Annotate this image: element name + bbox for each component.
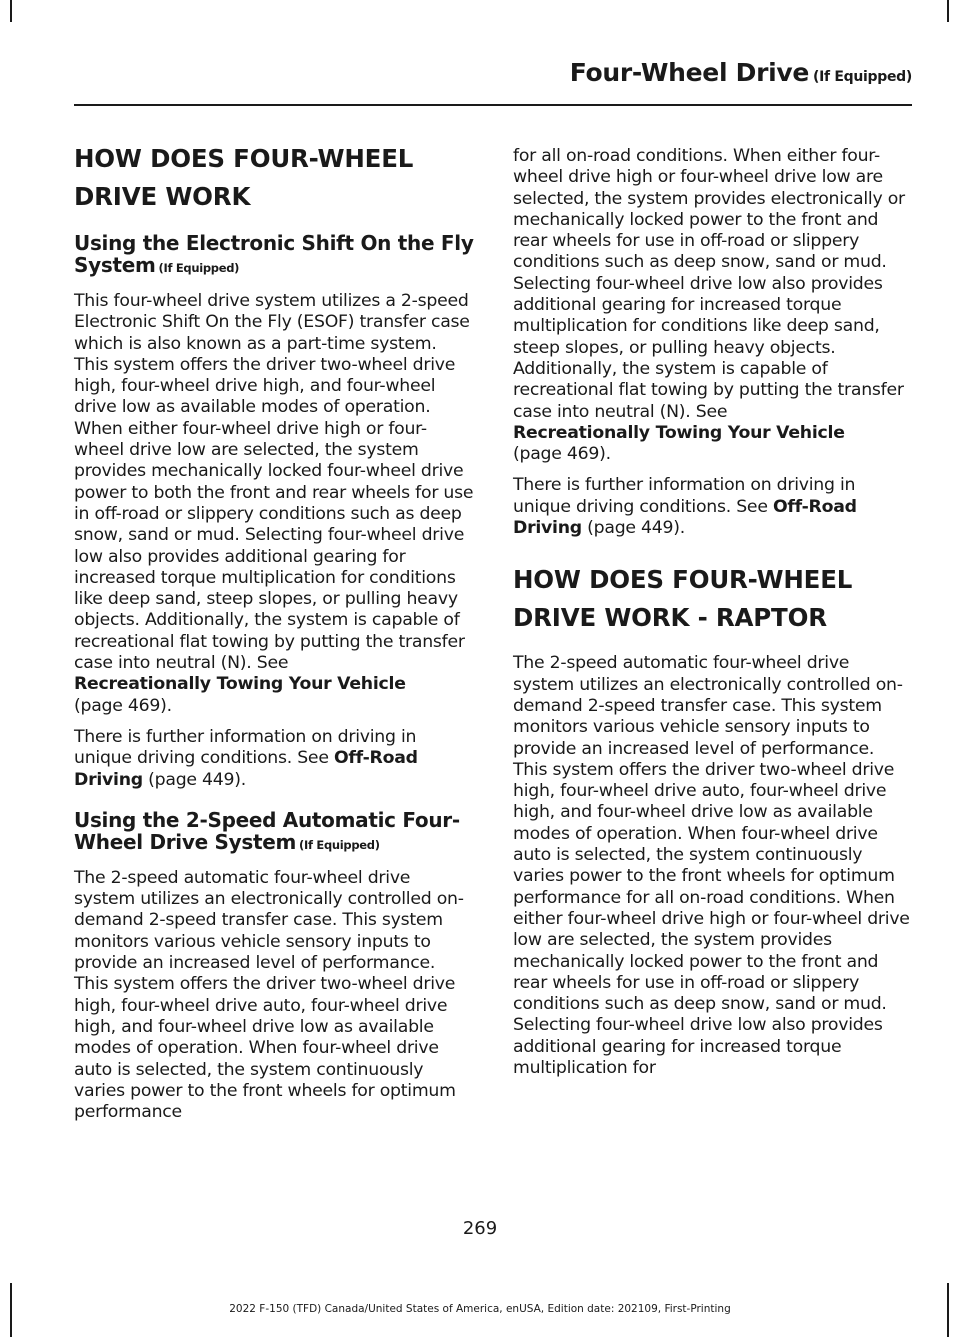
paragraph-further-info (74, 727, 474, 791)
header-title: Four-Wheel Drive (569, 58, 810, 87)
page-reference: (page 449). (587, 518, 686, 539)
paragraph-automatic-continued (513, 146, 913, 465)
paragraph-further-info (513, 475, 913, 539)
paragraph-automatic-description (74, 868, 474, 1124)
paragraph-text: There is further information on driving in unique driving conditions. See (513, 475, 856, 517)
paragraph-text: for all on-road conditions. When either four-wheel drive high or four-wheel drive low are selected, the system provides electronically or mechanically locked power to the front and rear wheels for use in off-road or slippery conditions such as deep snow, sand or mud. Selecting four-wheel drive low also provides additional gearing for increased torque multiplication for conditions like deep sand, steep slopes, or pulling heavy objects. Additionally, the system is capable of recreational flat towing by putting the transfer case into neutral (N). See (513, 146, 905, 422)
heading-line-2: DRIVE WORK - RAPTOR (513, 603, 827, 633)
crop-mark-top-right (947, 0, 949, 22)
subheading-esof (74, 232, 474, 279)
cross-reference-towing-link[interactable]: Recreationally Towing Your Vehicle (513, 422, 845, 443)
subheading-automatic-4wd (74, 809, 474, 856)
cross-reference-off-road-link[interactable]: Off-Road Driving (74, 748, 418, 790)
cross-reference-off-road-link[interactable]: Off-Road Driving (513, 496, 857, 539)
page-reference: (page 469). (513, 444, 611, 465)
page-reference: (page 449). (148, 769, 247, 790)
edition-footer: 2022 F-150 (TFD) Canada/United States of America, enUSA, Edition date: 202109, First-Printing (229, 1303, 731, 1315)
section-heading-raptor (513, 561, 913, 637)
paragraph-text: The 2-speed automatic four-wheel drive system utilizes an electronically controlled on-demand 2-speed transfer case. This system monitors various vehicle sensory inputs to provide an increased level of performance. This system offers the driver two-wheel drive high, four-wheel drive auto, four-wheel drive high, and four-wheel drive low as available modes of operation. When four-wheel drive auto is selected, the system continuously varies power to the front wheels for optimum performance for all on-road conditions. When either four-wheel drive high or four-wheel drive low are selected, the system provides mechanically locked power to the front and rear wheels for use in off-road or slippery conditions such as deep snow, sand or mud. Selecting four-wheel drive low also provides additional gearing for increased torque multiplication for (513, 653, 910, 1078)
subheading-esof-qualifier: (If Equipped) (158, 261, 240, 275)
right-column (513, 146, 913, 1089)
paragraph-raptor-description (513, 653, 913, 1079)
cross-reference-towing-link[interactable]: Recreationally Towing Your Vehicle (74, 674, 406, 695)
subheading-esof-title: Using the Electronic Shift On the Fly System (74, 231, 474, 277)
section-heading-four-wheel-drive (74, 140, 474, 216)
heading-line-1: HOW DOES FOUR-WHEEL (74, 144, 414, 173)
paragraph-esof-description (74, 291, 474, 717)
paragraph-text: There is further information on driving in unique driving conditions. See (74, 726, 417, 769)
crop-mark-top-left (10, 0, 12, 22)
subheading-automatic-title: Using the 2-Speed Automatic Four-Wheel Drive System (74, 807, 460, 854)
page-number: 269 (462, 1218, 498, 1239)
header-qualifier: (If Equipped) (813, 69, 912, 85)
left-column (74, 140, 474, 1133)
heading-line-2: DRIVE WORK (74, 182, 251, 211)
heading-line-1: HOW DOES FOUR-WHEEL (513, 565, 853, 595)
page-reference: (page 469). (74, 695, 172, 716)
paragraph-text: The 2-speed automatic four-wheel drive system utilizes an electronically controlled on-demand 2-speed transfer case. This system monitors various vehicle sensory inputs to provide an increased level of performance. This system offers the driver two-wheel drive high, four-wheel drive auto, four-wheel drive high, and four-wheel drive low as available modes of operation. When four-wheel drive auto is selected, the system continuously varies power to the front wheels for optimum performance (74, 867, 464, 1123)
subheading-automatic-qualifier: (If Equipped) (299, 837, 380, 852)
header-divider (74, 104, 912, 106)
running-header (570, 58, 912, 87)
paragraph-text: This four-wheel drive system utilizes a 2-speed Electronic Shift On the Fly (ESOF) transfer case which is also known as a part-time system. This system offers the driver two-wheel drive high, four-wheel drive high, and four-wheel drive low as available modes of operation. When either four-wheel drive high or four-wheel drive low are selected, the system provides mechanically locked four-wheel drive power to both the front and rear wheels for use in off-road or slippery conditions such as deep snow, sand or mud. Selecting four-wheel drive low also provides additional gearing for increased torque multiplication for conditions like deep sand, steep slopes, or pulling heavy objects. Additionally, the system is capable of recreational flat towing by putting the transfer case into neutral (N). See (74, 291, 474, 674)
